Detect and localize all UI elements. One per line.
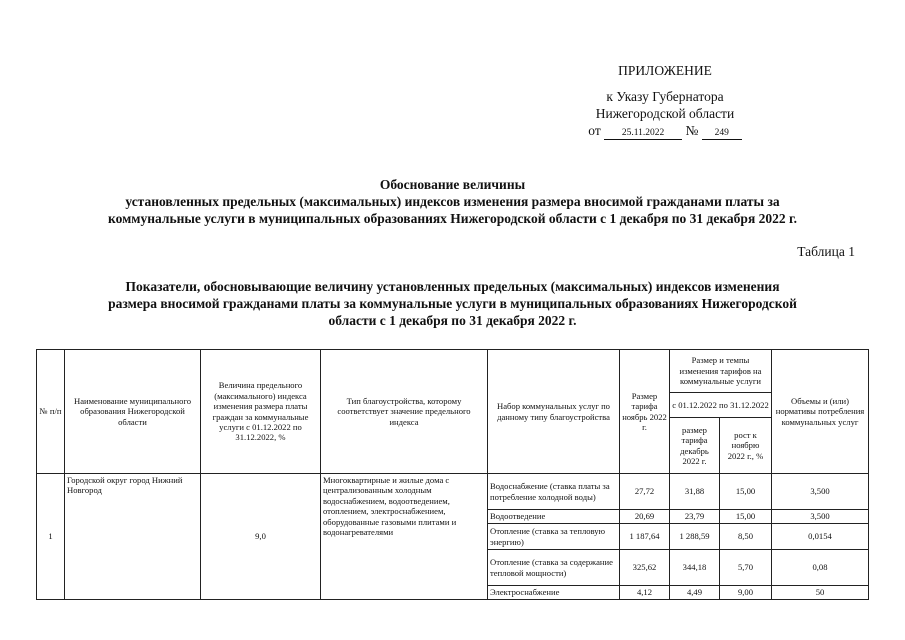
- main-title-line-3: коммунальные услуги в муниципальных образованиях Нижегородской области с 1 декабря по 31 декабря 2022 г.: [108, 211, 797, 226]
- row-improvement-type: Многоквартирные и жилые дома с централизованным холодным водоснабжением, водоотведением, отоплением, электроснабжением, оборудованные газовыми плитами и водонагревателями: [321, 474, 488, 600]
- tariff-nov-cell: 27,72: [620, 474, 670, 510]
- growth-cell: 8,50: [720, 524, 772, 550]
- header-period: с 01.12.2022 по 31.12.2022: [670, 393, 772, 418]
- tariff-nov-cell: 1 187,64: [620, 524, 670, 550]
- header-index-value: Величина предельного (максимального) индекса изменения размера платы граждан за коммунальные услуги с 01.12.2022 по 31.12.2022, %: [201, 350, 321, 474]
- appendix-line-2: Нижегородской области: [595, 106, 735, 121]
- appendix-title: ПРИЛОЖЕНИЕ: [618, 63, 712, 78]
- growth-cell: 9,00: [720, 586, 772, 600]
- header-tariff-change-group: Размер и темпы изменения тарифов на коммунальные услуги: [670, 350, 772, 393]
- header-services-set: Набор коммунальных услуг по данному типу благоустройства: [488, 350, 620, 474]
- from-label: от: [588, 123, 601, 138]
- row-index-value: 9,0: [201, 474, 321, 600]
- header-tariff-nov: Размер тарифа ноябрь 2022 г.: [620, 350, 670, 474]
- row-municipality: Городской округ город Нижний Новгород: [65, 474, 201, 600]
- decree-date: 25.11.2022: [604, 127, 682, 140]
- growth-cell: 15,00: [720, 474, 772, 510]
- service-name: Электроснабжение: [488, 586, 620, 600]
- decree-number: 249: [702, 127, 742, 140]
- appendix-line-1: к Указу Губернатора: [606, 89, 724, 104]
- service-name: Отопление (ставка за тепловую энергию): [488, 524, 620, 550]
- header-growth: рост к ноябрю 2022 г., %: [720, 418, 772, 474]
- tariff-dec-cell: 31,88: [670, 474, 720, 510]
- number-label: №: [685, 123, 699, 138]
- header-tariff-dec: размер тарифа декабрь 2022 г.: [670, 418, 720, 474]
- volume-cell: 3,500: [772, 474, 869, 510]
- subtitle-line-3: области с 1 декабря по 31 декабря 2022 г.: [328, 313, 577, 328]
- tariff-dec-cell: 4,49: [670, 586, 720, 600]
- growth-cell: 5,70: [720, 550, 772, 586]
- tariff-dec-cell: 1 288,59: [670, 524, 720, 550]
- tariff-dec-cell: 23,79: [670, 510, 720, 524]
- table-label: Таблица 1: [797, 244, 855, 259]
- tariff-dec-cell: 344,18: [670, 550, 720, 586]
- tariff-nov-cell: 20,69: [620, 510, 670, 524]
- volume-cell: 50: [772, 586, 869, 600]
- subtitle-line-2: размера вносимой гражданами платы за коммунальные услуги в муниципальных образованиях Нижегородской: [108, 296, 797, 311]
- row-num: 1: [37, 474, 65, 600]
- volume-cell: 0,0154: [772, 524, 869, 550]
- service-name: Отопление (ставка за содержание тепловой мощности): [488, 550, 620, 586]
- tariff-nov-cell: 325,62: [620, 550, 670, 586]
- service-name: Водоотведение: [488, 510, 620, 524]
- growth-cell: 15,00: [720, 510, 772, 524]
- header-num: № п/п: [37, 350, 65, 474]
- header-improvement-type: Тип благоустройства, которому соответствует значение предельного индекса: [321, 350, 488, 474]
- tariff-nov-cell: 4,12: [620, 586, 670, 600]
- header-volumes: Объемы и (или) нормативы потребления коммунальных услуг: [772, 350, 869, 474]
- service-name: Водоснабжение (ставка платы за потребление холодной воды): [488, 474, 620, 510]
- indices-table: [36, 349, 869, 600]
- subtitle-line-1: Показатели, обосновывающие величину установленных предельных (максимальных) индексов изменения: [125, 279, 780, 294]
- header-row-1: [37, 350, 869, 393]
- table-row: [37, 474, 869, 510]
- main-title-line-2: установленных предельных (максимальных) индексов изменения размера вносимой гражданами платы за: [125, 194, 780, 209]
- volume-cell: 0,08: [772, 550, 869, 586]
- volume-cell: 3,500: [772, 510, 869, 524]
- header-municipality: Наименование муниципального образования Нижегородской области: [65, 350, 201, 474]
- main-title-line-1: Обоснование величины: [379, 177, 526, 192]
- appendix-date-line: [560, 122, 770, 140]
